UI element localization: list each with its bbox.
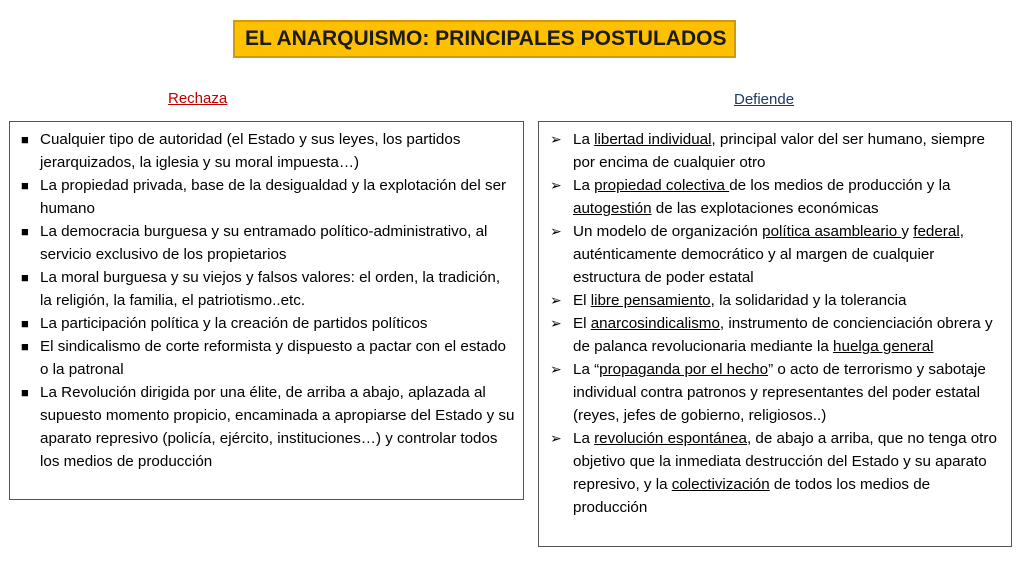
key-term: federal <box>913 223 960 240</box>
key-term: libertad individual <box>594 131 712 148</box>
rechaza-item: ■ La moral burguesa y su viejos y falsos valores: el orden, la tradición, la religión, la familia, el patriotismo..etc. <box>10 266 523 312</box>
defiende-item: ➢ La “propaganda por el hecho” o acto de terrorismo y sabotaje individual contra patronos y representantes del poder estatal (reyes, jefes de gobierno, religiosos..) <box>539 358 1011 427</box>
arrow-bullet-icon: ➢ <box>550 292 562 308</box>
title-banner <box>233 20 736 58</box>
defiende-item: ➢ El libre pensamiento, la solidaridad y la tolerancia <box>539 289 1011 312</box>
rechaza-heading: Rechaza <box>168 90 228 107</box>
square-bullet-icon: ■ <box>21 385 29 400</box>
square-bullet-icon: ■ <box>21 316 29 331</box>
square-bullet-icon: ■ <box>21 178 29 193</box>
defiende-item: ➢ La revolución espontánea, de abajo a arriba, que no tenga otro objetivo que la inmediata destrucción del Estado y su aparato represivo, y la colectivización de todos los medios de producción <box>539 427 1011 519</box>
key-term: libre pensamiento <box>590 292 711 309</box>
rechaza-item: ■ Cualquier tipo de autoridad (el Estado y sus leyes, los partidos jerarquizados, la iglesia y su moral impuesta…) <box>10 128 523 174</box>
rechaza-item: ■ La democracia burguesa y su entramado político-administrativo, al servicio exclusivo de los propietarios <box>10 220 523 266</box>
rechaza-item: ■ La participación política y la creación de partidos políticos <box>10 312 523 335</box>
defiende-item: ➢ Un modelo de organización política asambleario y federal, auténticamente democrático y al margen de cualquier estructura de poder estatal <box>539 220 1011 289</box>
rechaza-item: ■ La Revolución dirigida por una élite, de arriba a abajo, aplazada al supuesto momento propicio, encaminada a apropiarse del Estado y su aparato represivo (policía, ejército, instituciones…) y controlar todos los medios de producción <box>10 381 523 473</box>
square-bullet-icon: ■ <box>21 339 29 354</box>
arrow-bullet-icon: ➢ <box>550 315 562 331</box>
square-bullet-icon: ■ <box>21 132 29 147</box>
defiende-heading: Defiende <box>734 91 795 108</box>
key-term: anarcosindicalismo <box>590 315 720 332</box>
defiende-item: ➢ La libertad individual, principal valor del ser humano, siempre por encima de cualquier otro <box>539 128 1011 174</box>
key-term: propiedad colectiva <box>594 177 730 194</box>
key-term: huelga general <box>833 338 934 355</box>
key-term: autogestión <box>573 200 652 217</box>
rechaza-item: ■ La propiedad privada, base de la desigualdad y la explotación del ser humano <box>10 174 523 220</box>
arrow-bullet-icon: ➢ <box>550 131 562 147</box>
square-bullet-icon: ■ <box>21 224 29 239</box>
defiende-item: ➢ La propiedad colectiva de los medios de producción y la autogestión de las explotaciones económicas <box>539 174 1011 220</box>
defiende-list <box>539 128 1011 519</box>
arrow-bullet-icon: ➢ <box>550 430 562 446</box>
defiende-item: ➢ El anarcosindicalismo, instrumento de concienciación obrera y de palanca revolucionaria mediante la huelga general <box>539 312 1011 358</box>
key-term: política asambleario <box>762 223 902 240</box>
arrow-bullet-icon: ➢ <box>550 177 562 193</box>
key-term: revolución espontánea <box>594 430 747 447</box>
key-term: colectivización <box>671 476 770 493</box>
defiende-panel <box>538 121 1012 547</box>
arrow-bullet-icon: ➢ <box>550 223 562 239</box>
rechaza-panel <box>9 121 524 500</box>
square-bullet-icon: ■ <box>21 270 29 285</box>
rechaza-list <box>10 128 523 473</box>
page-title: EL ANARQUISMO: PRINCIPALES POSTULADOS <box>245 27 727 50</box>
rechaza-item: ■ El sindicalismo de corte reformista y dispuesto a pactar con el estado o la patronal <box>10 335 523 381</box>
arrow-bullet-icon: ➢ <box>550 361 562 377</box>
key-term: propaganda por el hecho <box>599 361 769 378</box>
